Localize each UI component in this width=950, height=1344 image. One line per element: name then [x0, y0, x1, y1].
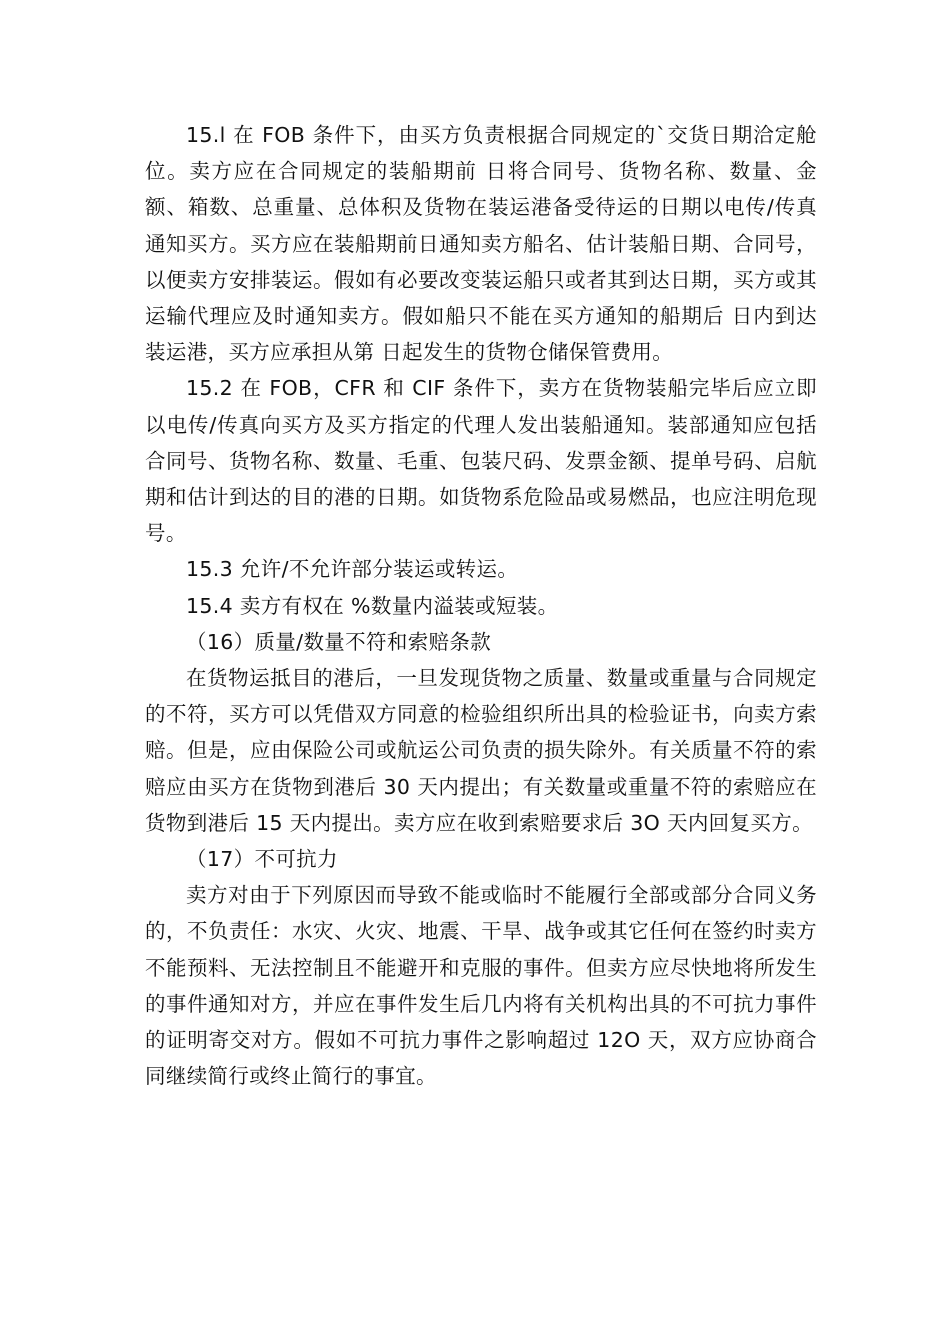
document-body	[145, 117, 817, 1094]
paragraph-claims: 在货物运抵目的港后，一旦发现货物之质量、数量或重量与合同规定的不符，买方可以凭借双方同意的检验组织所出具的检验证书，向卖方索赔。但是，应由保险公司或航运公司负责的损失除外。有关质量不符的索赔应由买方在货物到港后 30 天内提出；有关数量或重量不符的索赔应在货物到港后 15 天内提出。卖方应在收到索赔要求后 3O 天内回复买方。	[145, 666, 817, 835]
paragraph-15-4: 15.4 卖方有权在 %数量内溢装或短装。	[186, 593, 559, 618]
section-heading-17: （17）不可抗力	[186, 847, 338, 872]
paragraph-force-majeure: 卖方对由于下列原因而导致不能或临时不能履行全部或部分合同义务的，不负责任：水灾、火灾、地震、干旱、战争或其它任何在签约时卖方不能预料、无法控制且不能避开和克服的事件。但卖方应尽快地将所发生的事件通知对方，并应在事件发生后几内将有关机构出具的不可抗力事件的证明寄交对方。假如不可抗力事件之影响超过 12O 天，双方应协商合同继续简行或终止简行的事宜。	[145, 883, 817, 1089]
paragraph-15-2: 15.2 在 FOB，CFR 和 CIF 条件下，卖方在货物装船完毕后应立即以电传/传真向买方及买方指定的代理人发出装船通知。装部通知应包括合同号、货物名称、数量、毛重、包装尺码、发票金额、提单号码、启航期和估计到达的目的港的日期。如货物系危险品或易燃品，也应注明危现号。	[145, 376, 817, 546]
paragraph-15-1: 15.l 在 FOB 条件下，由买方负责根据合同规定的`交货日期洽定舱位。卖方应在合同规定的装船期前 日将合同号、货物名称、数量、金额、箱数、总重量、总体积及货物在装运港备受待运的日期以电传/传真通知买方。买方应在装船期前日通知卖方船名、估计装船日期、合同号，以便卖方安排装运。假如有必要改变装运船只或者其到达日期，买方或其运输代理应及时通知卖方。假如船只不能在买方通知的船期后 日内到达装运港，买方应承担从第 日起发生的货物仓储保管费用。	[145, 123, 817, 365]
paragraph-15-3: 15.3 允许/不允许部分装运或转运。	[186, 557, 519, 582]
section-heading-16: （16）质量/数量不符和索赔条款	[186, 629, 492, 654]
